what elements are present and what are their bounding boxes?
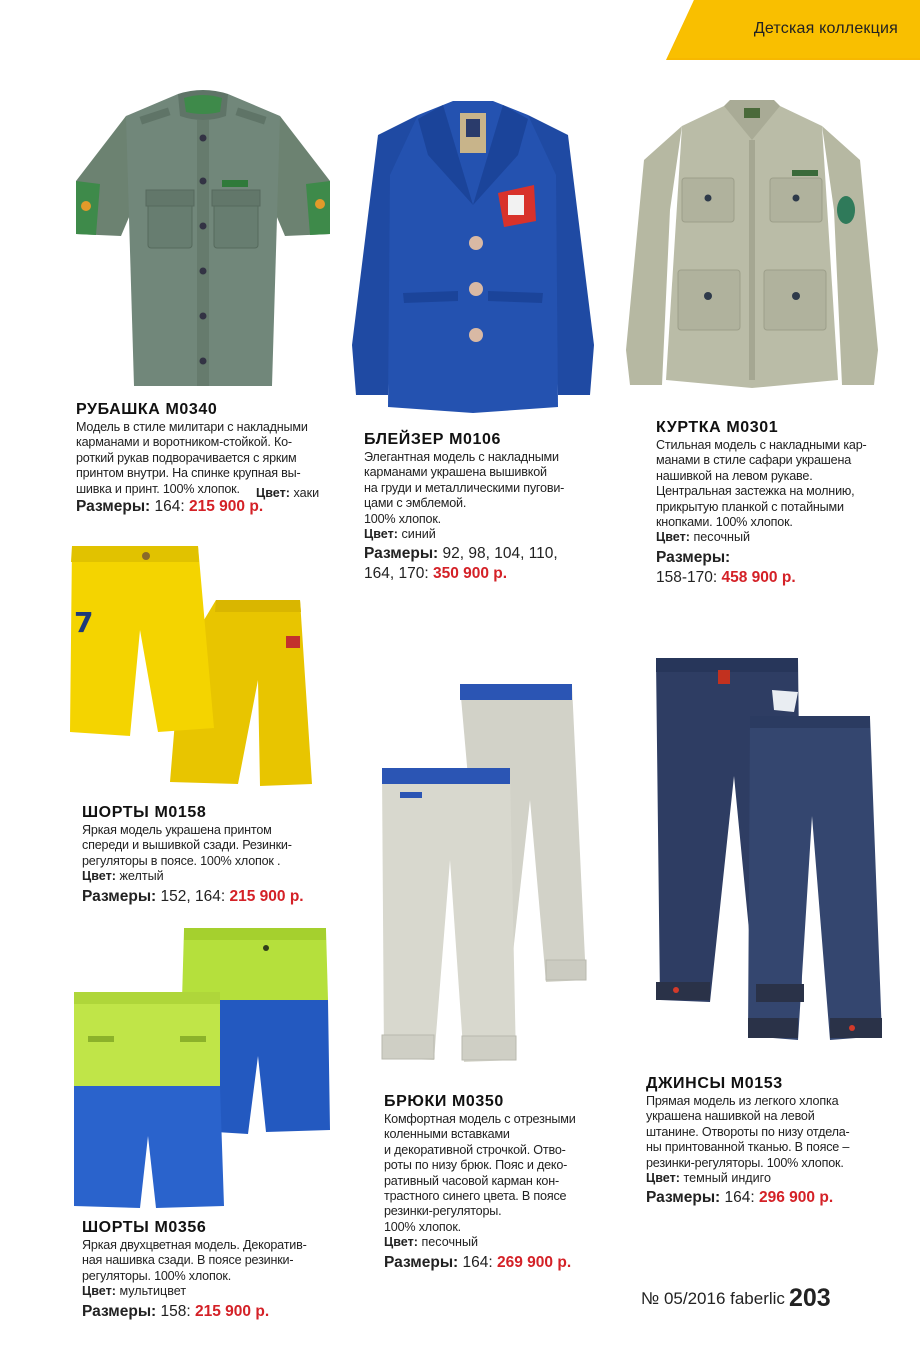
jacket-icon bbox=[624, 100, 880, 390]
product-sizes-line-2: 164, 170: 350 900 р. bbox=[364, 565, 508, 583]
product-price: 296 900 р. bbox=[759, 1189, 834, 1207]
blazer-icon bbox=[348, 95, 598, 415]
product-price: 269 900 р. bbox=[497, 1253, 572, 1271]
product-color: Цвет: синий bbox=[364, 527, 436, 542]
product-description: Комфортная модель с отрезными коленными вставками и декоративной строчкой. Отво- роты по низу брюк. Пояс и деко- ративный часовой карман кон- трастного синего цвета. В поясе резинки-регуляторы. 100% хлопок. bbox=[384, 1112, 576, 1234]
product-title: ШОРТЫ М0356 bbox=[82, 1219, 207, 1236]
product-card-jacket bbox=[656, 418, 896, 588]
product-card-jeans bbox=[646, 1074, 896, 1208]
product-sizes: Размеры: 164: 215 900 р. bbox=[76, 498, 264, 516]
product-description: Прямая модель из легкого хлопка украшена нашивкой на левой штанине. Отвороты по низу отдела- ны принтованной тканью. В поясе – резинки-регуляторы. 100% хлопок. bbox=[646, 1094, 850, 1170]
section-tab bbox=[666, 0, 920, 60]
trousers-icon bbox=[378, 680, 592, 1072]
product-card-blazer bbox=[364, 430, 624, 584]
product-color: Цвет: песочный bbox=[384, 1235, 479, 1250]
product-price: 215 900 р. bbox=[195, 1302, 270, 1320]
product-price: 458 900 р. bbox=[721, 568, 796, 586]
two-tone-shorts-icon bbox=[70, 926, 332, 1210]
page-number: 203 bbox=[788, 1284, 831, 1312]
shirt-photo bbox=[66, 86, 340, 396]
product-color: Цвет: мультицвет bbox=[82, 1284, 187, 1299]
product-description: Яркая модель украшена принтом спереди и вышивкой сзади. Резинки- регуляторы в поясе. 100% хлопок . bbox=[82, 823, 292, 868]
product-color: Цвет: хаки bbox=[256, 486, 320, 500]
product-card-yellow-shorts bbox=[82, 803, 352, 907]
product-price: 215 900 р. bbox=[189, 498, 264, 516]
product-title: БЛЕЙЗЕР М0106 bbox=[364, 431, 502, 448]
product-card-trousers bbox=[384, 1092, 614, 1273]
product-description: Модель в стиле милитари с накладными карманами и воротником-стойкой. Ко- роткий рукав подворачивается с ярким принтом внутри. На спинке крупная вы- шивка и принт. 100% хлопок. bbox=[76, 420, 308, 496]
product-card-shirt bbox=[76, 400, 346, 517]
product-sizes-line-2: 158-170: 458 900 р. bbox=[656, 568, 796, 586]
shirt-icon bbox=[66, 86, 340, 396]
product-description: Стильная модель с накладными кар- манами в стиле сафари украшена нашивкой на левом рукаве. Центральная застежка на молнию, прикрытую планкой с потайными кнопками. 100% хлопок. bbox=[656, 438, 867, 530]
jacket-photo bbox=[624, 100, 880, 390]
product-title: КУРТКА М0301 bbox=[656, 419, 779, 436]
product-color: Цвет: темный индиго bbox=[646, 1171, 772, 1186]
blazer-photo bbox=[348, 95, 598, 415]
product-sizes: Размеры: 158: 215 900 р. bbox=[82, 1302, 270, 1320]
product-color: Цвет: песочный bbox=[656, 530, 751, 545]
product-title: ДЖИНСЫ М0153 bbox=[646, 1075, 783, 1092]
product-price: 350 900 р. bbox=[432, 565, 508, 583]
jeans-photo bbox=[652, 656, 884, 1052]
yellow-shorts-photo bbox=[68, 540, 316, 790]
product-title: ШОРТЫ М0158 bbox=[82, 804, 207, 821]
product-sizes: Размеры: 152, 164: 215 900 р. bbox=[82, 887, 304, 905]
product-description: Элегантная модель с накладными карманами украшена вышивкой на груди и металлическими пугови- цами с эмблемой. 100% хлопок. bbox=[364, 450, 565, 526]
section-label: Детская коллекция bbox=[753, 20, 898, 37]
product-sizes: Размеры: 164: 269 900 р. bbox=[384, 1253, 572, 1271]
product-color: Цвет: желтый bbox=[82, 869, 164, 884]
trousers-photo bbox=[378, 680, 592, 1072]
product-price: 215 900 р. bbox=[229, 887, 304, 905]
shorts-icon bbox=[68, 540, 316, 790]
issue-label: № 05/2016 faberlic bbox=[641, 1289, 785, 1308]
product-sizes: Размеры: bbox=[656, 548, 731, 566]
product-title: БРЮКИ М0350 bbox=[384, 1093, 504, 1110]
page-footer bbox=[641, 1284, 831, 1313]
product-sizes: Размеры: 164: 296 900 р. bbox=[646, 1189, 834, 1207]
jeans-icon bbox=[652, 656, 884, 1052]
svg-text:7: 7 bbox=[74, 606, 94, 639]
product-description: Яркая двухцветная модель. Декоратив- ная нашивка сзади. В поясе резинки- регуляторы. 100% хлопок. bbox=[82, 1238, 307, 1283]
product-title: РУБАШКА М0340 bbox=[76, 401, 218, 418]
two-tone-shorts-photo bbox=[70, 926, 332, 1210]
product-sizes: Размеры: 92, 98, 104, 110, bbox=[364, 545, 558, 563]
product-card-two-tone-shorts bbox=[82, 1218, 352, 1322]
